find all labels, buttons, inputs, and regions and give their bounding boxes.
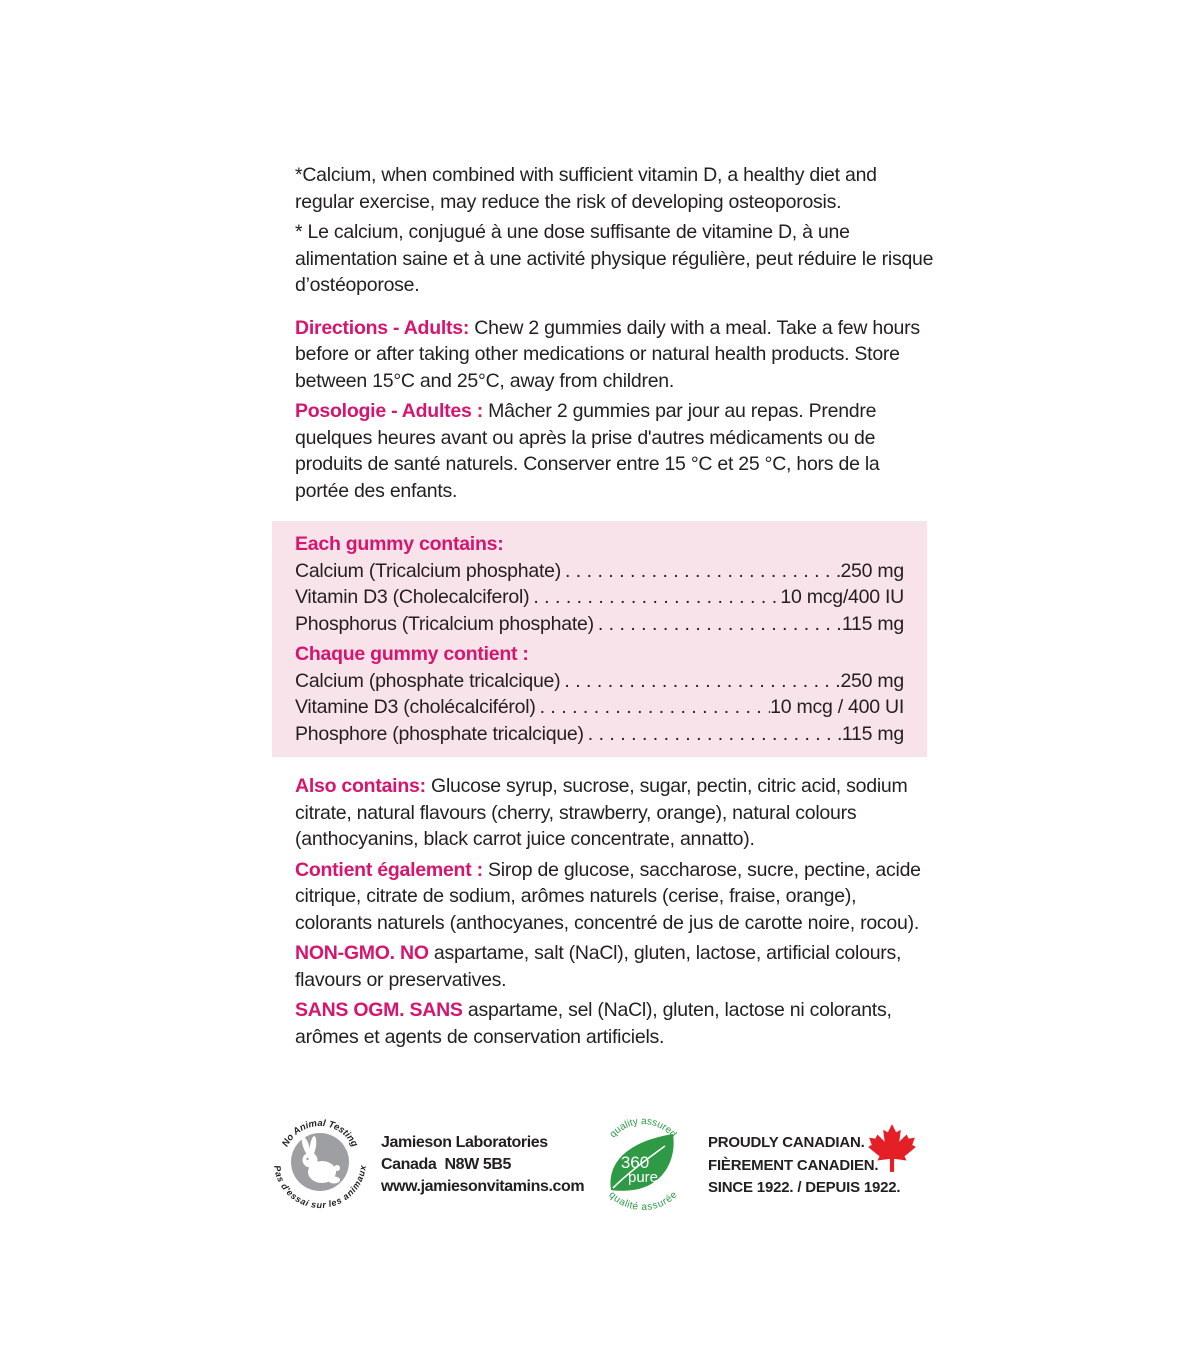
quality-badge-word: pure [627, 1169, 659, 1186]
calcium-claim-en: *Calcium, when combined with sufficient vitamin D, a healthy diet and regular exercise, may reduce the risk of developing osteoporosis. [295, 164, 877, 213]
free-from-fr [295, 997, 935, 1050]
quality-assured-leaf-icon [593, 1112, 693, 1212]
leader-dots [584, 721, 842, 748]
since-year: SINCE 1922. / DEPUIS 1922. [708, 1179, 901, 1196]
nutrition-heading-en: Each gummy contains: [295, 533, 504, 555]
manufacturer-block [381, 1132, 584, 1198]
directions-en [295, 315, 935, 395]
nutrition-row [295, 611, 904, 638]
proud-fr: FIÈREMENT CANADIEN. [708, 1156, 879, 1174]
free-from-en-text: aspartame, salt (NaCl), gluten, lactose, artificial colours, flavours or preservatives. [295, 942, 902, 991]
also-contains-fr-label: Contient également : [295, 858, 483, 881]
company-address: Canada N8W 5B5 [381, 1156, 512, 1173]
directions-fr [295, 398, 935, 504]
also-contains-en-text: Glucose syrup, sucrose, sugar, pectin, citric acid, sodium citrate, natural flavours (cherry, strawberry, orange), natural colours (anthocyanins, black carrot juice concentrate, annatto). [295, 775, 908, 850]
nutrition-facts-box [272, 521, 927, 757]
nutrient-name: Vitamine D3 (cholécalciférol) [295, 696, 536, 718]
nutrient-amount: 10 mcg/400 IU [780, 586, 904, 608]
also-contains-en-label: Also contains: [295, 775, 426, 797]
quality-badge-top-text: quality assured [607, 1115, 679, 1140]
nutrition-row [295, 668, 904, 695]
nutrient-amount: 115 mg [841, 722, 904, 745]
quality-badge-number: 360 [620, 1153, 650, 1172]
nutrient-name: Phosphorus (Tricalcium phosphate) [295, 612, 594, 635]
svg-text:qualité assurée [606, 1190, 680, 1212]
leader-dots [594, 611, 842, 638]
also-contains-en [295, 773, 935, 853]
also-contains-fr [295, 857, 935, 937]
nutrient-amount: 115 mg [841, 612, 904, 635]
leader-dots [560, 668, 840, 695]
directions-en-text: Chew 2 gummies daily with a meal. Take a few hours before or after taking other medications or natural health products. Store between 15°C and 25°C, away from children. [295, 316, 920, 392]
company-name: Jamieson Laboratories [381, 1134, 548, 1151]
nutrient-amount: 250 mg [840, 559, 904, 582]
free-from-en-label: NON-GMO. NO [295, 942, 429, 964]
animal-badge-top-text: No Animal Testing [279, 1117, 361, 1149]
free-from-fr-text: aspartame, sel (NaCl), gluten, lactose ni colorants, arômes et agents de conservation artificiels. [295, 999, 892, 1048]
nutrient-amount: 250 mg [840, 669, 904, 692]
directions-en-label: Directions - Adults: [295, 316, 470, 339]
maple-leaf-icon [865, 1122, 919, 1174]
free-from-en [295, 940, 935, 993]
nutrition-row [295, 694, 904, 721]
leader-dots [561, 558, 841, 585]
nutrition-row [295, 721, 904, 748]
leader-dots [529, 584, 780, 611]
nutrient-amount: 10 mcg / 400 UI [770, 696, 904, 718]
nutrition-row [295, 584, 904, 611]
nutrient-name: Calcium (phosphate tricalcique) [295, 669, 561, 692]
free-from-fr-label: SANS OGM. SANS [295, 999, 463, 1021]
label-text-column [295, 162, 935, 1050]
quality-badge-bottom-text: qualité assurée [606, 1189, 680, 1212]
nutrient-name: Calcium (Tricalcium phosphate) [295, 559, 561, 582]
proud-en: PROUDLY CANADIAN. [708, 1134, 865, 1151]
calcium-claim-fr: * Le calcium, conjugué à une dose suffisante de vitamine D, à une alimentation saine et à une activité physique régulière, peut réduire le risque d’ostéoporose. [295, 221, 934, 296]
no-animal-testing-icon [270, 1112, 370, 1212]
leader-dots [536, 694, 771, 721]
nutrient-name: Phosphore (phosphate tricalcique) [295, 722, 584, 745]
nutrition-heading-fr: Chaque gummy contient : [295, 643, 529, 665]
nutrient-name: Vitamin D3 (Cholecalciferol) [295, 586, 530, 608]
nutrition-row [295, 558, 904, 585]
svg-text:quality assured [608, 1116, 679, 1140]
company-website: www.jamiesonvitamins.com [381, 1178, 585, 1195]
directions-fr-label: Posologie - Adultes : [295, 400, 483, 422]
also-contains-fr-text: Sirop de glucose, saccharose, sucre, pectine, acide citrique, citrate de sodium, arômes naturels (cerise, fraise, orange), colorants naturels (anthocyanes, concentré de jus de carotte noire, rocou). [295, 858, 921, 934]
label-footer [270, 1112, 930, 1222]
animal-badge-bottom-text: Pas d'essai sur les animaux [271, 1164, 369, 1211]
directions-fr-text: Mâcher 2 gummies par jour au repas. Prendre quelques heures avant ou après la prise d'autres médicaments ou de produits de santé naturels. Conserver entre 15 °C et 25 °C, hors de la portée des enfants. [295, 400, 880, 502]
